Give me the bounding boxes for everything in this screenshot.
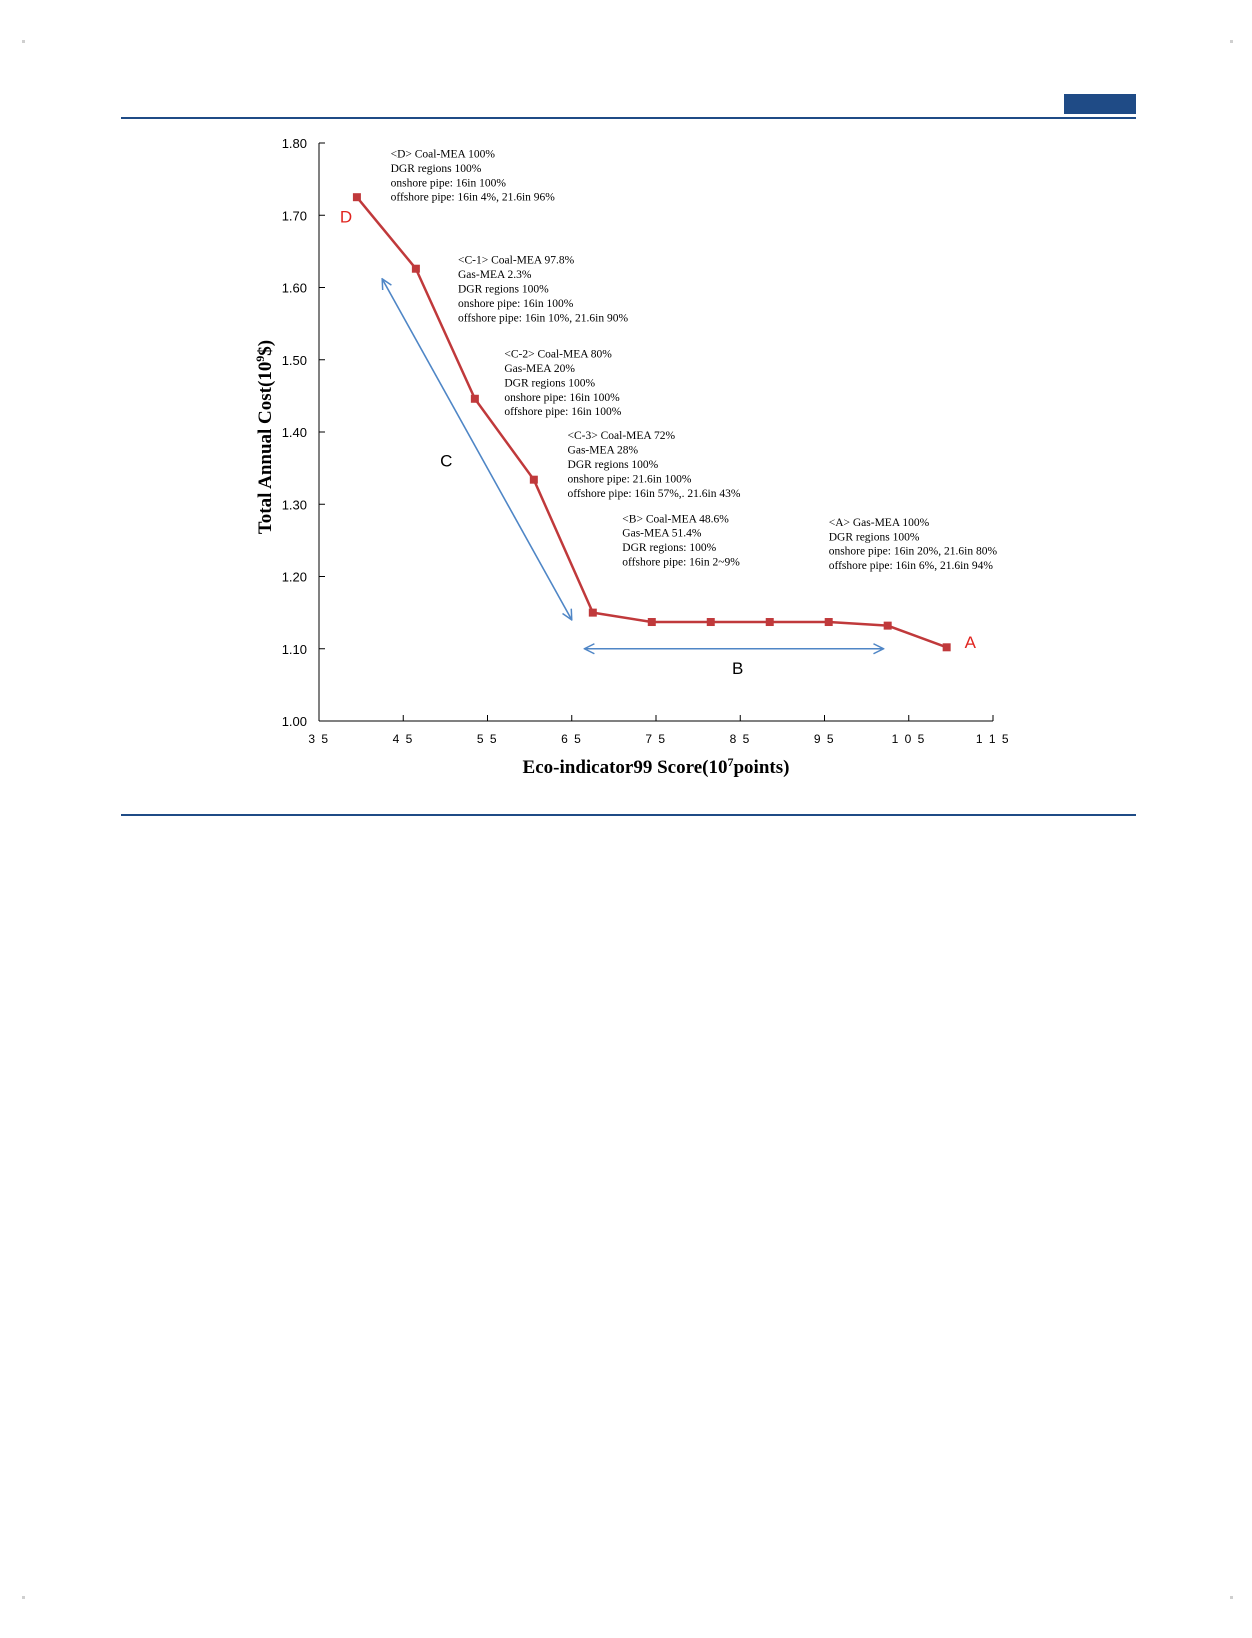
annotation-line: onshore pipe: 16in 20%, 21.6in 80% [828, 545, 998, 558]
region-label-b: B [732, 659, 744, 679]
annotation-line: <B> Coal-MEA 48.6% [622, 513, 729, 526]
y-tick-label: 1.00 [281, 714, 307, 729]
x-tick-label: 8 5 [729, 732, 751, 746]
annotation-line: offshore pipe: 16in 57%,. 21.6in 43% [567, 487, 741, 500]
corner-mark [22, 1596, 25, 1599]
annotation-line: Gas-MEA 28% [567, 444, 639, 457]
y-tick-label: 1.20 [281, 569, 307, 585]
data-point [412, 265, 420, 273]
annotations [391, 148, 998, 572]
annotation-line: Gas-MEA 20% [504, 362, 575, 375]
annotation [504, 349, 621, 419]
annotation-line: DGR regions 100% [504, 377, 596, 390]
x-tick-label: 3 5 [308, 732, 330, 746]
x-tick-label: 1 1 5 [975, 732, 1011, 746]
annotation-line: Gas-MEA 51.4% [622, 527, 702, 540]
annotation-line: <C-1> Coal-MEA 97.8% [458, 254, 575, 267]
data-point [648, 618, 656, 626]
annotation-line: <A> Gas-MEA 100% [828, 516, 930, 529]
data-point [707, 618, 715, 626]
region-label-a: A [964, 633, 976, 653]
annotation-line: <C-3> Coal-MEA 72% [567, 430, 676, 443]
annotation-line: offshore pipe: 16in 2~9% [622, 556, 740, 569]
x-tick-label: 9 5 [813, 732, 836, 746]
y-tick-label: 1.50 [281, 352, 307, 368]
region-label-c: C [440, 451, 453, 471]
y-tick-label: 1.70 [281, 208, 307, 224]
x-axis-title: Eco-indicator99 $Score(10^7points)$ [522, 755, 790, 778]
corner-mark [1230, 1596, 1233, 1599]
annotation-line: DGR regions 100% [390, 162, 482, 175]
annotation-line: DGR regions 100% [567, 459, 659, 472]
data-point [589, 609, 597, 617]
annotation-line: DGR regions 100% [458, 283, 549, 296]
data-point [825, 618, 833, 626]
data-point [353, 193, 361, 201]
series-line [357, 197, 947, 647]
x-tick-label: 6 5 [561, 732, 583, 746]
annotation [568, 430, 741, 500]
annotation-line: DGR regions 100% [828, 531, 920, 544]
annotation [458, 255, 628, 325]
annotation-line: offshore pipe: 16in 6%, 21.6in 94% [828, 560, 993, 573]
annotation-line: offshore pipe: 16in 4%, 21.6in 96% [390, 191, 555, 204]
x-tick-label: 5 5 [476, 732, 499, 746]
annotation-line: onshore pipe: 16in 100% [390, 177, 506, 190]
y-tick-label: 1.10 [281, 641, 307, 657]
annotation [391, 148, 556, 203]
y-tick-label: 1.60 [281, 280, 307, 296]
annotation-line: DGR regions: 100% [622, 542, 717, 555]
annotation-line: offshore pipe: 16in 100% [504, 406, 622, 419]
annotation-line: onshore pipe: 16in 100% [504, 391, 620, 404]
annotation-line: onshore pipe: 21.6in 100% [567, 473, 692, 486]
annotation-line: <D> Coal-MEA 100% [390, 148, 495, 161]
annotation-line: <C-2> Coal-MEA 80% [504, 348, 612, 361]
data-point [943, 643, 951, 651]
annotation-line: onshore pipe: 16in 100% [458, 297, 574, 310]
bottom-rule [121, 814, 1136, 816]
annotation-line: Gas-MEA 2.3% [458, 269, 532, 282]
x-tick-label: 4 5 [392, 732, 414, 746]
data-point [530, 476, 538, 484]
annotation-line: offshore pipe: 16in 10%, 21.6in 90% [458, 312, 629, 325]
pareto-chart [0, 0, 1252, 800]
annotation [622, 513, 740, 568]
y-tick-label: 1.40 [281, 425, 307, 440]
x-tick-label: 1 0 5 [891, 732, 926, 746]
data-point [884, 622, 892, 630]
region-label-d: D [339, 207, 353, 227]
data-point [766, 618, 774, 626]
x-tick-label: 7 5 [645, 732, 667, 746]
data-point [471, 395, 479, 403]
y-tick-label: 1.80 [281, 136, 307, 151]
y-axis-title: Total Annual $Cost(10^9\$)$ [253, 339, 276, 535]
range-arrow [382, 279, 572, 620]
y-tick-label: 1.30 [281, 497, 307, 513]
annotation [829, 517, 998, 572]
